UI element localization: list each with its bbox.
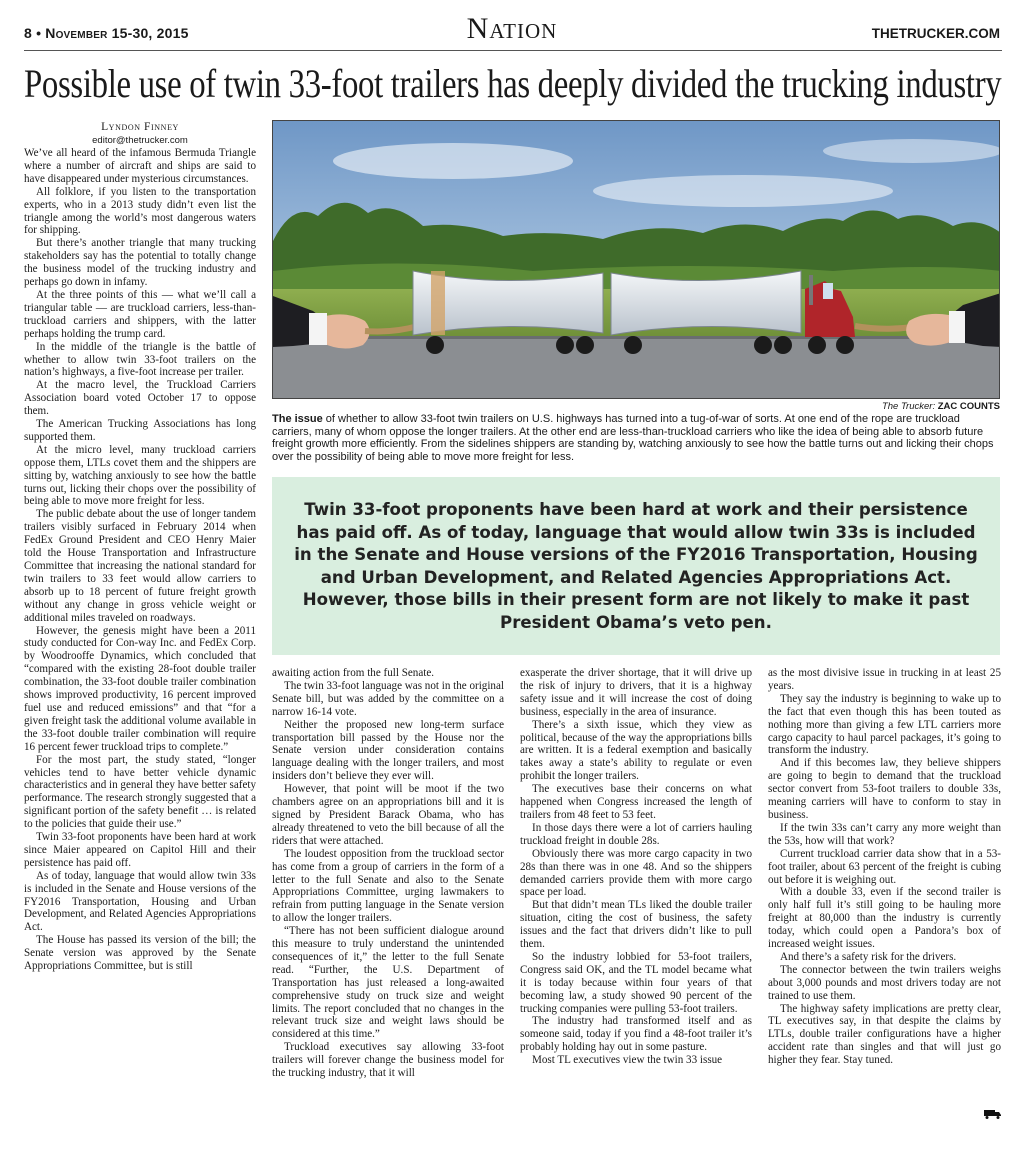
header-rule [24, 50, 1002, 51]
paragraph: And if this becomes law, they believe shippers are going to begin to demand that the truckload sector convert from 53-foot trailers to double 33s, meaning carriers will have to conform to stay in business. [768, 757, 1001, 821]
pull-quote-text: Twin 33-foot proponents have been hard at work and their persistence has paid off. As of today, language that would allow twin 33s is included in the Senate and House versions of the FY2016 Transportation, Housing and Urban Development, and Related Agencies Appropriations Act. However, those bills in their present form are not likely to make it past President Obama’s veto pen. [294, 500, 978, 632]
paragraph: For the most part, the study stated, “longer vehicles tend to have better vehicle dynamic characteristics and in general they have better safety performance. The research strongly suggested that a significant portion of the safety benefit … is related to the policies that guide their use.” [24, 753, 256, 831]
paragraph: There’s a sixth issue, which they view as political, because of the way the appropriations bills are written. It is a federal exemption and basically takes away a state’s ability to regulate or even prohibit the longer trailers. [520, 718, 752, 783]
author-byline: Lyndon Finney [101, 121, 179, 133]
paragraph: The American Trucking Associations has long supported them. [24, 418, 256, 443]
paragraph: If the twin 33s can’t carry any more weight than the 53s, how will that work? [768, 821, 1001, 847]
paragraph: In the middle of the triangle is the battle of whether to allow twin 33-foot trailers on the nation’s highways, a five-foot increase per trailer. [24, 340, 256, 379]
paragraph: At the macro level, the Truckload Carriers Association board voted October 17 to oppose them. [24, 379, 256, 418]
paragraph: But that didn’t mean TLs liked the double trailer situation, citing the cost of business, the safety issues and the fact that drivers didn’t like to pull them. [520, 899, 752, 951]
paragraph: The industry had transformed itself and as someone said, today if you find a 48-foot trailer it’s probably holding hay out in some pasture. [520, 1015, 752, 1054]
author-email: editor@thetrucker.com [92, 135, 188, 146]
site-name: THETRUCKER.COM [871, 26, 1000, 41]
paragraph: exasperate the driver shortage, that it will drive up the risk of injury to drivers, that it is a highway safety issue and it will increase the cost of doing business, especially in the area of insurance. [520, 667, 752, 718]
paragraph: At the micro level, many truckload carriers oppose them, LTLs covet them and the shippers are sitting by, watching anxiously to see how the battle turns out, licking their chops over the possibility of being able to move more freight for less. [24, 443, 256, 508]
paragraph: All folklore, if you listen to the transportation experts, who in a 2013 study didn’t even list the triangle among the world’s most dangerous waters for shipping. [24, 185, 256, 237]
headline: Possible use of twin 33-foot trailers has deeply divided the trucking industry [24, 61, 1002, 106]
paragraph: “There has not been sufficient dialogue around this measure to truly understand the unintended consequences of it,” the letter to the full Senate read. “Further, the U.S. Department of Transportation has just released a long-awaited comprehensive study on truck size and weight limits. The report concluded that no changes in the relevant truck size and weight laws should be considered at this time.” [272, 925, 504, 1041]
paragraph: We’ve all heard of the infamous Bermuda Triangle where a number of aircraft and ships are said to have disappeared under mysterious circumstances. [24, 147, 256, 185]
paragraph: Current truckload carrier data show that in a 53-foot trailer, about 63 percent of the freight is cubing out before it is weighing out. [768, 847, 1001, 886]
article-column-2 [272, 667, 504, 1119]
article-column-1 [24, 147, 256, 1122]
article-column-3 [520, 667, 752, 1119]
caption-body: of whether to allow 33-foot twin trailers on U.S. highways has turned into a tug-of-war of sorts. At one end of the rope are truckload carriers, many of whom oppose the longer trailers. At the other end are less-than-truckload carriers who like the idea of being able to absorb future freight growth more efficiently. From the sidelines shippers are standing by, watching anxiously to see how the battle turns out and licking their chops over the possibility of being able to move more freight for less. [272, 413, 994, 463]
paragraph: So the industry lobbied for 53-foot trailers, Congress said OK, and the TL model became what it is today because within four years of that becoming law, a study showed 90 percent of the trucking companies were pulling 53-foot trailers. [520, 950, 752, 1015]
article-column-4 [768, 667, 1001, 1119]
pull-quote-box [272, 477, 1000, 655]
paragraph: The House has passed its version of the bill; the Senate version was approved by the Senate Appropriations Committee, but is still [24, 934, 256, 973]
paragraph: But there’s another triangle that many trucking stakeholders say has the potential to totally change the business model of the trucking industry and perhaps go down in infamy. [24, 237, 256, 289]
truck-icon [984, 1109, 1002, 1122]
paragraph: The connector between the twin trailers weighs about 3,000 pounds and most drivers today are not trained to use them. [768, 963, 1001, 1002]
photo-credit-label: The Trucker: [881, 401, 936, 412]
paragraph: The executives base their concerns on what happened when Congress increased the length of trailers from 48 feet to 53 feet. [520, 783, 752, 821]
tug-of-war-photo [272, 120, 1000, 399]
paragraph: Most TL executives view the twin 33 issue [532, 1054, 723, 1067]
caption-lead: The issue [272, 413, 323, 425]
paragraph: They say the industry is beginning to wake up to the fact that even though this has been touted as nothing more than giving a few LTL carriers more cargo capacity to haul parcel packages, it’s going to transform the industry. [768, 692, 1001, 757]
paragraph: With a double 33, even if the second trailer is only half full it’s still going to be hauling more freight at 80,000 than the industry is currently today, which could open a Pandora’s box of increased weight issues. [768, 886, 1001, 951]
paragraph: Twin 33-foot proponents have been hard at work since Maier appeared on Capitol Hill and their persistence has paid off. [24, 831, 256, 869]
paragraph: However, that point will be moot if the two chambers agree on an appropriations bill and it is signed by President Barack Obama, who has already threatened to veto the bill because of all the riders that were attached. [272, 783, 504, 847]
paragraph: Neither the proposed new long-term surface transportation bill passed by the House nor the Senate version under consideration contains language dealing with the longer trailers, and most insiders don’t believe they ever will. [272, 718, 504, 783]
paragraph: And there’s a safety risk for the drivers. [780, 950, 957, 963]
photo-credit-name: ZAC COUNTS [937, 401, 1000, 412]
paragraph: The public debate about the use of longer tandem trailers visibly surfaced in February 2014 when FedEx Ground President and CEO Henry Maier told the House Transportation and Infrastructure Committee that increasing the national standard for twin trailers to 33 feet would allow carriers to absorb up to 18 percent of future freight growth without any change in gross vehicle weight or additional miles traveled on roadways. [24, 508, 256, 624]
paragraph: However, the genesis might have been a 2011 study conducted for Con-way Inc. and FedEx Corp. by Woodrooffe Dynamics, which concluded that “compared with the existing 28-foot double trailer combination, the 33-foot double trailer combination shows improved productivity, 16 percent improved fuel use and reduced emissions” and that “for a given freight task the additional volume available in the 33-foot double trailer combination will require 16 percent fewer truckload trips to complete.” [24, 624, 256, 753]
paragraph: as the most divisive issue in trucking in at least 25 years. [768, 667, 1001, 692]
paragraph: awaiting action from the full Senate. [272, 667, 435, 679]
paragraph: As of today, language that would allow twin 33s is included in the Senate and House versions of the FY2016 Transportation, Housing and Urban Development, and Related Agencies Appropriations Act. [24, 869, 256, 934]
paragraph: Truckload executives say allowing 33-foot trailers will forever change the business model for the trucking industry, that it will [272, 1041, 504, 1080]
paragraph: The loudest opposition from the truckload sector has come from a group of carriers in the form of a letter to the full Senate and also to the Senate Appropriations Committee, urging lawmakers to refrain from putting language in the Senate version to allow the longer trailers. [272, 847, 504, 925]
photo-caption [272, 413, 1000, 463]
paragraph: At the three points of this — what we’ll call a triangular table — are truckload carriers, less-than-truckload carriers and shippers, with the latter perhaps holding the trump card. [24, 288, 256, 340]
paragraph: The twin 33-foot language was not in the original Senate bill, but was added by the committee on a narrow 16-14 vote. [272, 679, 504, 718]
section-title: Nation [466, 12, 558, 45]
page-date: 8 • November 15-30, 2015 [24, 25, 189, 41]
paragraph: In those days there were a lot of carriers hauling truckload freight in double 28s. [520, 821, 752, 847]
paragraph: The highway safety implications are pretty clear, TL executives say, in that despite the claims by LTLs, double trailer configurations have a higher accident rate than singles and that will just go higher they fear. Stay tuned. [768, 1002, 1001, 1067]
photo-credit [882, 401, 1000, 412]
paragraph: Obviously there was more cargo capacity in two 28s than there was in one 48. And so the shippers demanded carriers provide them with more cargo space per load. [520, 847, 752, 899]
